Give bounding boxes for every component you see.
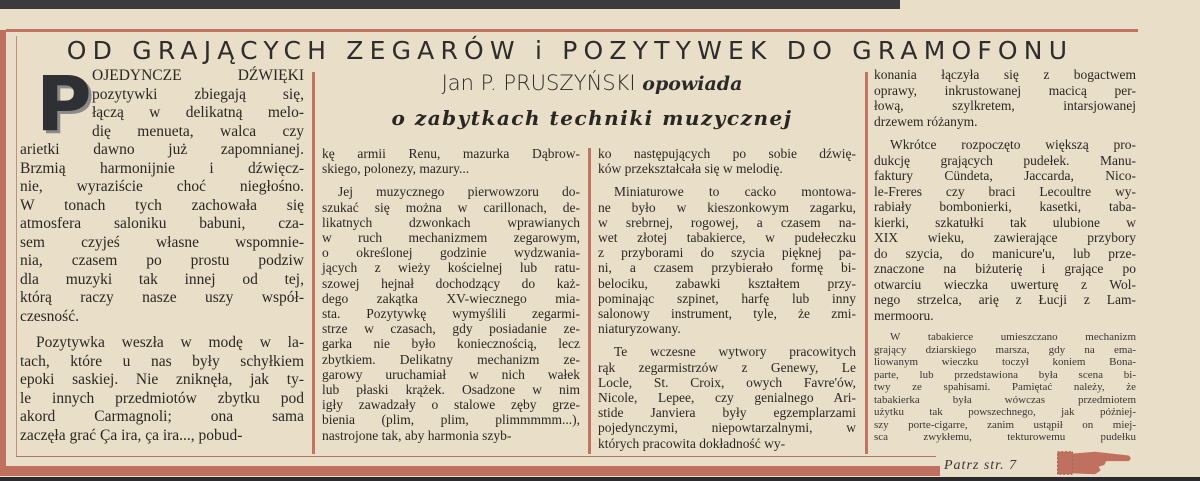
text-line: lub płaski krążek. Osadzone w nim [322, 382, 580, 398]
text-line: sem czyjeś własne wspomnie- [20, 233, 304, 251]
column-1 [20, 59, 304, 453]
headline: OD GRAJĄCYCH ZEGARÓW i POZYTYWEK DO GRAMOFONU [66, 36, 1074, 65]
paragraph [874, 137, 1136, 323]
text-line: faktury Cündeta, Jaccarda, Nico- [874, 168, 1136, 183]
text-line: nia, czasem po prostu podziw [20, 252, 304, 269]
text-line: dię menueta, walca czy [92, 122, 304, 140]
text-line: liowanym wieczku toczył koniem Bona- [874, 356, 1136, 368]
text-line: epoki saskiej. Nie zniknęła, jak ty- [20, 371, 304, 388]
text-line: nastrojone tak, aby harmonia szyb- [322, 427, 512, 443]
text-line: pojedynczymi, niepowtarzalnymi, w [598, 420, 856, 436]
paragraph [598, 146, 856, 176]
text-line: tach, które u nas były schyłkiem [20, 352, 304, 370]
paragraph [874, 67, 1136, 129]
text-line: parte, lub przedstawiona była scena bi- [874, 368, 1136, 381]
text-line: których pracowita dokładność wy- [598, 435, 786, 451]
text-line: w ruch mechanizmem zegarowym, [322, 230, 580, 246]
column-rule-3 [865, 72, 868, 454]
text-line: dego zakątka XV-wiecznego mia- [322, 290, 580, 306]
text-line: dukcję grających pudełek. Manu- [874, 152, 1136, 168]
text-line: nego strzelca, arię z Łucji z Lam- [874, 292, 1136, 307]
subtitle: o zabytkach techniki muzycznej [391, 106, 793, 130]
text-line: W tonach tych zachowała się [20, 196, 304, 214]
text-line: twy ze spahisami. Pamiętać należy, że [874, 381, 1136, 393]
text-line: łową, szylkretem, intarsjowanej [874, 98, 1136, 113]
text-line: o określonej godzinie wydzwania- [322, 245, 580, 261]
small-print-paragraph [874, 331, 1136, 444]
text-line: pozytywki zbiegają się, [92, 85, 304, 103]
text-line: użytku tak powszechnego, jak później- [874, 406, 1136, 418]
text-line: garowy uruchamiał w nich wałek [322, 366, 580, 382]
text-line: drzewem różanym. [874, 113, 978, 129]
text-line: Nicole, Lepee, czy genialnego Ari- [598, 390, 856, 406]
text-line: kierki, szkatułki tak ulubione w [874, 214, 1136, 230]
drop-cap: P [36, 59, 92, 148]
text-line: rąk zegarmistrzów z Genewy, Le [598, 359, 856, 375]
text-line: ne było w kieszonkowym zagarku, [598, 199, 856, 215]
text-line: ków przekształcała się w melodię. [598, 161, 783, 177]
column-rule-2 [588, 148, 591, 454]
text-line: szy porte-cigarre, zanim ustąpił on miej- [874, 418, 1136, 431]
text-line: Pozytywka weszła w modę w la- [36, 334, 304, 351]
text-line: szukać się można w carillonach, de- [322, 199, 580, 215]
text-line: Te wczesne wytwory pracowitych [614, 344, 856, 360]
text-line: jących z wieży kościelnej lub ratu- [322, 260, 580, 276]
column-3 [598, 146, 856, 459]
paragraph [322, 184, 580, 442]
text-line: tabakierka była wówczas przedmiotem [874, 393, 1136, 406]
frame-inner-left-rule [16, 36, 17, 457]
text-line: znaczone na biżuterię i grające po [874, 261, 1136, 276]
text-line: Wkrótce rozpoczęto większą pro- [890, 137, 1136, 152]
text-line: skiego, polonezy, mazury... [322, 161, 470, 177]
text-line: sca zwykłemu, tekturowemu pudełku [874, 431, 1136, 443]
column-4 [874, 67, 1136, 444]
text-line: likatnych dzwonkach wprawianych [322, 214, 580, 230]
text-line: XIX wieku, zawierające przybory [874, 230, 1136, 245]
text-line: Miniaturowe to cacko montowa- [614, 184, 856, 200]
text-line: z przyborami do szycia pięknej pa- [598, 245, 856, 261]
text-line: bienia (plim, plim, plimmmmm...), [322, 412, 580, 428]
continued-on-page: Patrz str. 7 [944, 458, 1018, 473]
text-line: le innych przedmiotów zbytku pod [20, 389, 304, 407]
text-line: salonowy instrument, tyle, że zmi- [598, 306, 856, 322]
text-line: akord Carmagnoli; ona sama [20, 408, 304, 425]
text-line: ni, a czasem przybierało formę bi- [598, 260, 856, 276]
text-line: OJEDYNCZE DŹWIĘKI [92, 67, 304, 84]
text-line: mermooru. [874, 307, 934, 323]
text-line: wet złotej tabakierce, w pudełeczku [598, 230, 856, 246]
paragraph [20, 334, 304, 445]
text-line: pominając szpinet, harfę lub inny [598, 290, 856, 306]
text-line: Brzmią harmonijnie i dźwięcz- [20, 159, 304, 177]
pointing-hand-icon [1055, 448, 1135, 478]
text-line: niaturyzowany. [598, 321, 681, 337]
frame-bottom-bar [0, 466, 940, 476]
text-line: atmosfera saloniku babuni, cza- [20, 215, 304, 232]
text-line: rabiały bombonierki, kasetki, taba- [874, 199, 1136, 214]
paragraph [322, 146, 580, 176]
text-line: Locle, St. Croix, owych Favre'ów, [598, 374, 856, 390]
text-line: strze w czasach, gdy posiadanie ze- [322, 321, 580, 337]
text-line: zbytkiem. Delikatny mechanizm ze- [322, 351, 580, 367]
text-line: zaczęła grać Ça ira, ça ira..., pobud- [20, 426, 243, 444]
author-name: Jan P. PRUSZYŃSKI [441, 71, 636, 95]
bottom-dark-band [0, 477, 1200, 481]
byline [322, 70, 862, 131]
text-line: do szycia, do manicure'u, lub prze- [874, 245, 1136, 261]
text-line: w srebrnej, rogowej, a czasem na- [598, 214, 856, 230]
text-line: igły zawadzały o stalowe zęby grze- [322, 397, 580, 413]
top-dark-band [0, 0, 900, 9]
text-line: sta. Pozytywkę wymyślili zegarmi- [322, 306, 580, 322]
text-line: którą raczy nasze uszy współ- [20, 289, 304, 306]
byline-verb: opowiada [642, 73, 743, 95]
text-line: konania łączyła się z bogactwem [874, 67, 1136, 82]
text-line: belociku, zabawki kształtem przy- [598, 275, 856, 291]
text-line: W tabakierce umieszczano mechanizm [890, 331, 1136, 343]
text-line: łączą w delikatną melo- [92, 104, 304, 121]
text-line: Jej muzycznego pierwowzoru do- [338, 184, 580, 200]
column-2 [322, 146, 580, 451]
text-line: ko następujących po sobie dźwię- [598, 146, 856, 161]
paragraph [598, 184, 856, 336]
text-line: dla muzyki tak innej od tej, [20, 270, 304, 288]
text-line: grający dziarskiego marsza, gdy na ema- [874, 343, 1136, 356]
paragraph [598, 344, 856, 450]
text-line: kę armii Renu, mazurka Dąbrow- [322, 146, 580, 161]
text-line: garka nie było koniecznością, lecz [322, 336, 580, 352]
paragraph [20, 59, 304, 326]
frame-left-bar [0, 30, 6, 476]
column-rule-1 [312, 72, 315, 454]
text-line: le-Freres czy braci Lecoultre wy- [874, 183, 1136, 199]
text-line: szowej hejnał dochodzący do każ- [322, 275, 580, 291]
text-line: arietki dawno już zapomnianej. [20, 141, 304, 158]
text-line: stide Janviera były egzemplarzami [598, 405, 856, 421]
text-line: otwarciu wieczka uwerturę z Wol- [874, 276, 1136, 292]
frame-top-rule [6, 29, 1138, 32]
text-line: czesność. [20, 307, 79, 325]
text-line: nie, wyraziście choć niegłośno. [20, 178, 304, 195]
text-line: oprawy, inkrustowanej macicą per- [874, 82, 1136, 98]
